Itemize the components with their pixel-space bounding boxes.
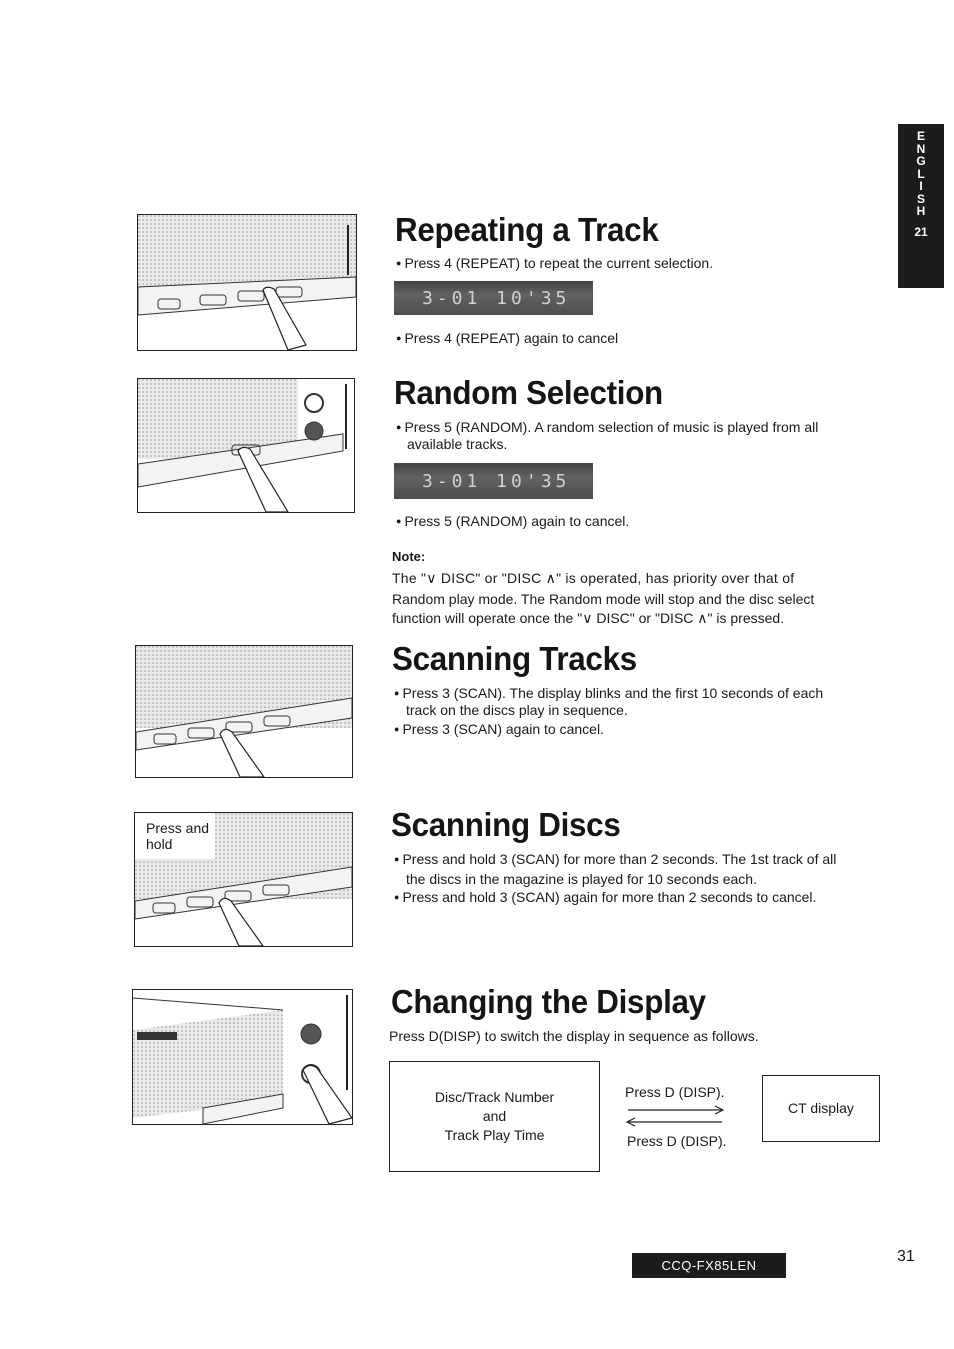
lang-letter: I <box>919 179 923 193</box>
repeat-instruction: ● Press 4 (REPEAT) to repeat the current selection. <box>396 255 713 275</box>
scan-discs-instruction: ● Press and hold 3 (SCAN) for more than 2 seconds. The 1st track of all <box>394 851 836 871</box>
random-instruction-cont: available tracks. <box>407 436 508 452</box>
note-text-line: function will operate once the "∨ DISC" or "DISC ∧" is pressed. <box>392 610 785 626</box>
scan-discs-instruction-cont: the discs in the magazine is played for 10 seconds each. <box>406 871 757 887</box>
illustration-repeat <box>137 214 357 351</box>
chapter-number: 21 <box>914 224 928 239</box>
title-repeating-track: Repeating a Track <box>395 211 659 248</box>
title-scanning-tracks: Scanning Tracks <box>392 640 637 677</box>
display-intro: Press D(DISP) to switch the display in sequence as follows. <box>389 1028 759 1044</box>
double-arrow-icon <box>622 1102 728 1130</box>
note-text-line: The "∨ DISC" or "DISC ∧" is operated, has priority over that of <box>392 570 795 586</box>
page-number: 31 <box>897 1248 915 1265</box>
flow-box-disc-track <box>389 1061 600 1172</box>
lcd-display-repeat: 3-01 10'35 <box>394 281 593 315</box>
arrow-label-back: Press D (DISP). <box>627 1133 727 1149</box>
scan-tracks-instruction-cont: track on the discs play in sequence. <box>406 702 628 718</box>
flow-box-line: Disc/Track Number <box>434 1089 555 1105</box>
illustration-display <box>132 989 353 1125</box>
repeat-cancel: ● Press 4 (REPEAT) again to cancel <box>396 330 618 350</box>
lang-letter: H <box>916 204 926 218</box>
press-hold-label: hold <box>146 836 173 852</box>
title-random-selection: Random Selection <box>394 374 663 411</box>
lcd-display-random: 3-01 10'35 <box>394 463 593 499</box>
illustration-scan-tracks <box>135 645 353 778</box>
flow-box-ct-display: CT display <box>762 1075 880 1142</box>
flow-box-line: Track Play Time <box>444 1127 545 1143</box>
language-tab <box>898 124 944 288</box>
lang-letter: E <box>916 129 925 143</box>
note-label: Note: <box>392 549 426 564</box>
random-instruction: ● Press 5 (RANDOM). A random selection of music is played from all <box>396 419 818 439</box>
lang-letter: G <box>916 154 926 168</box>
random-cancel: ● Press 5 (RANDOM) again to cancel. <box>396 513 629 533</box>
scan-discs-cancel: ● Press and hold 3 (SCAN) again for more than 2 seconds to cancel. <box>394 889 816 909</box>
press-hold-label: Press and <box>146 820 210 836</box>
model-badge: CCQ-FX85LEN <box>632 1253 786 1278</box>
scan-tracks-cancel: ● Press 3 (SCAN) again to cancel. <box>394 721 604 741</box>
lang-letter: N <box>916 141 926 156</box>
title-scanning-discs: Scanning Discs <box>391 806 621 843</box>
lang-letter: S <box>916 191 925 206</box>
illustration-random <box>137 378 355 513</box>
title-changing-display: Changing the Display <box>391 983 706 1020</box>
note-text-line: Random play mode. The Random mode will stop and the disc select <box>392 591 815 607</box>
scan-tracks-instruction: ● Press 3 (SCAN). The display blinks and the first 10 seconds of each <box>394 685 823 705</box>
flow-box-line: and <box>482 1108 507 1124</box>
lang-letter: L <box>917 166 925 181</box>
arrow-label-forward: Press D (DISP). <box>625 1084 725 1100</box>
